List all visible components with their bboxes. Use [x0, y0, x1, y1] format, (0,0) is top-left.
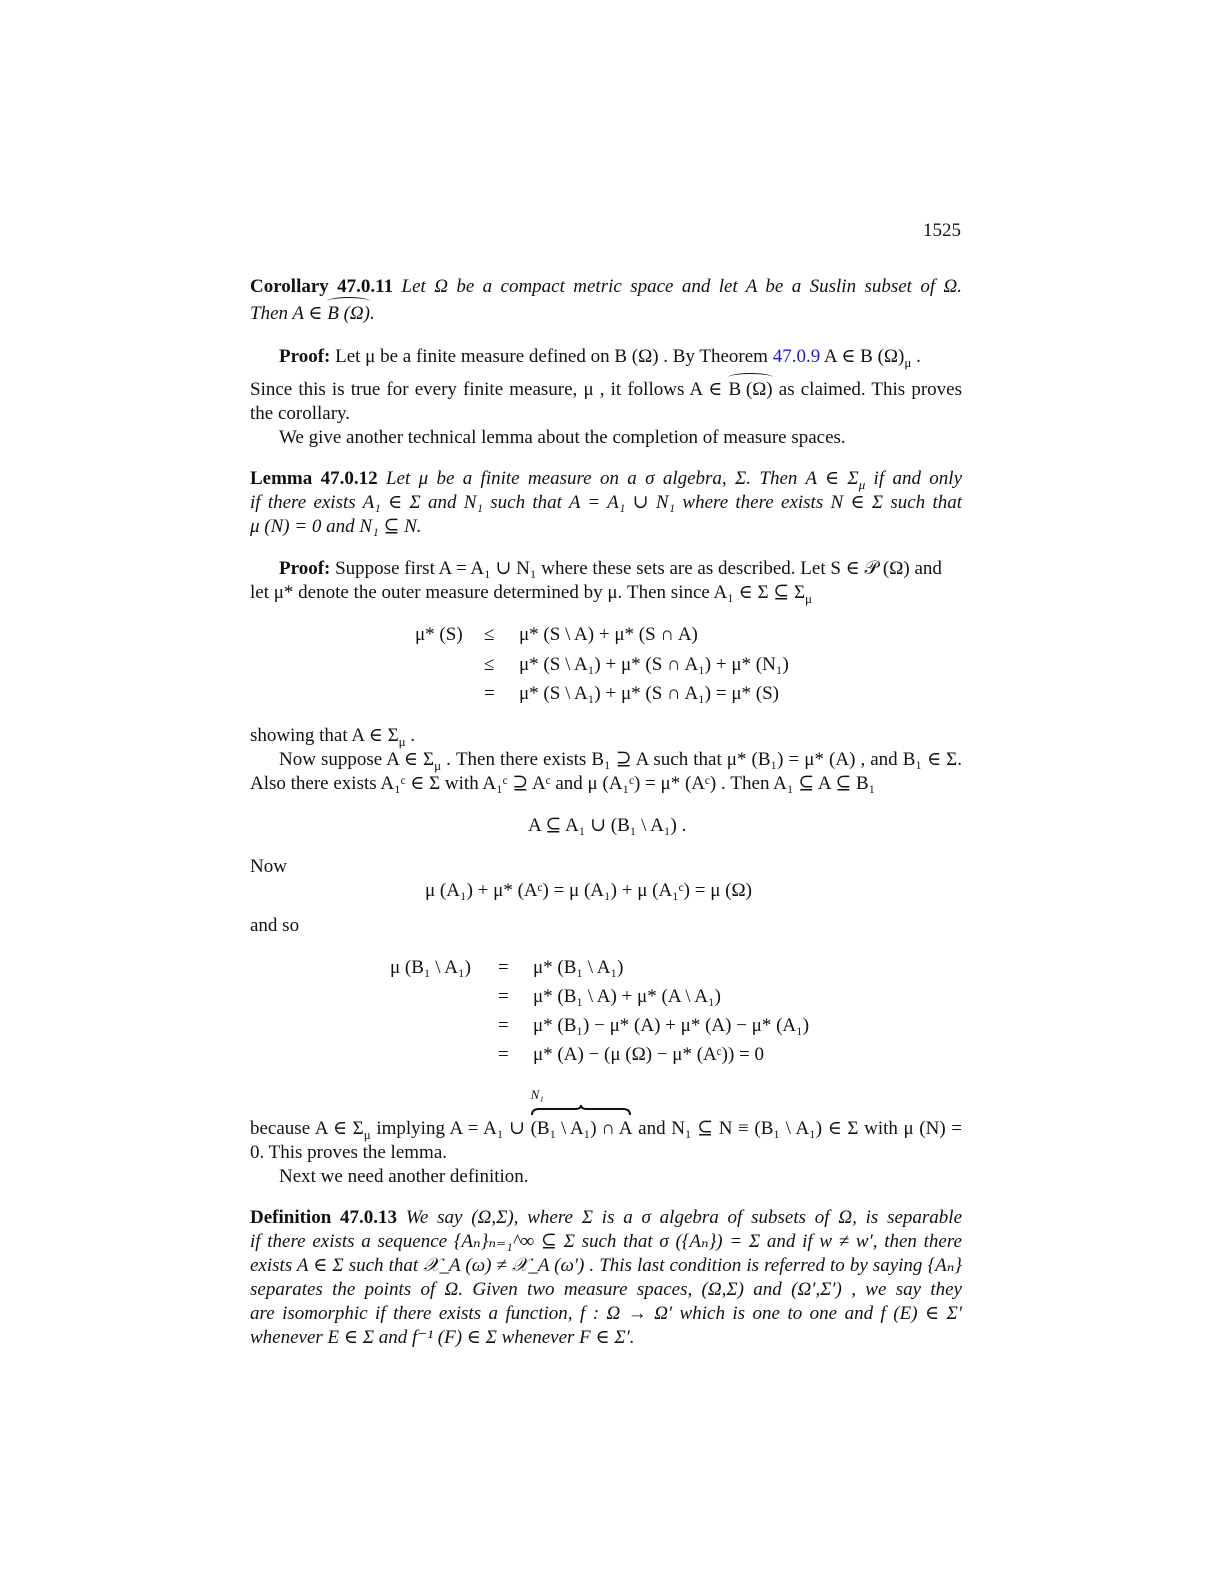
corollary-label: Corollary 47.0.11: [250, 276, 394, 297]
proof2-text: implying A = A₁ ∪: [370, 1118, 531, 1139]
definition-line-2: if there exists a sequence {Aₙ}ₙ₌₁^∞ ⊆ Σ such that σ ({Aₙ}) = Σ and if w ≠ w′, then there: [250, 1231, 962, 1252]
subscript: μ: [363, 1126, 371, 1142]
eqn1-lhs: μ* (S): [415, 624, 463, 645]
proof1-text: A ∈ B (Ω): [820, 346, 905, 367]
proof2-text: and N₁ ⊆ N ≡ (B₁ \ A₁) ∈ Σ with μ (N) =: [632, 1118, 963, 1139]
definition-line-6: whenever E ∈ Σ and f⁻¹ (F) ∈ Σ whenever F ∈ Σ′.: [250, 1327, 635, 1348]
definition-line-4: separates the points of Ω. Given two measure spaces, (Ω,Σ) and (Ω′,Σ′) , we say they: [250, 1279, 962, 1300]
corollary-text: .: [369, 303, 375, 324]
now-word: Now: [250, 856, 287, 877]
proof1-line-4: We give another technical lemma about the completion of measure spaces.: [279, 427, 846, 448]
eqn4-rhs: μ* (B₁) − μ* (A) + μ* (A) − μ* (A₁): [533, 1015, 810, 1036]
definition-text: We say (Ω,Σ), where Σ is a σ algebra of subsets of Ω, is separable: [405, 1207, 962, 1228]
definition-line-1: [250, 1207, 962, 1229]
proof2-text: showing that A ∈ Σ: [250, 725, 399, 746]
eqn1-rhs: μ* (S \ A) + μ* (S ∩ A): [519, 624, 698, 645]
next-line: Next we need another definition.: [279, 1166, 529, 1187]
subscript: μ: [434, 757, 442, 773]
definition-line-5: are isomorphic if there exists a function, f : Ω → Ω′ which is one to one and f (E) ∈ Σ′: [250, 1303, 962, 1324]
definition-label: Definition 47.0.13: [250, 1207, 398, 1228]
eqn4-rhs: μ* (B₁ \ A) + μ* (A \ A₁): [533, 986, 721, 1007]
proof2-end-line: 0. This proves the lemma.: [250, 1142, 448, 1163]
completion-hat: B (Ω): [327, 303, 370, 324]
braced-expression: (B₁ \ A₁) ∩ A: [530, 1118, 633, 1139]
overbrace-label: N₁: [530, 1087, 544, 1102]
subscript: μ: [904, 354, 912, 370]
proof-label: Proof:: [279, 346, 331, 367]
subscript: μ: [805, 590, 812, 606]
eqn4-lhs: μ (B₁ \ A₁): [390, 957, 471, 978]
proof2-text: .: [405, 725, 416, 746]
proof1-text: as claimed. This proves: [772, 379, 962, 400]
proof2-line-1: [279, 558, 942, 580]
proof2-line-2: [250, 582, 812, 604]
proof1-line-3: the corollary.: [250, 403, 351, 424]
page-number: 1525: [923, 220, 961, 241]
eqn4-rhs: μ* (A) − (μ (Ω) − μ* (Aᶜ)) = 0: [533, 1044, 764, 1065]
lemma-line-1: [250, 468, 962, 490]
lemma-line-3: μ (N) = 0 and N₁ ⊆ N.: [250, 516, 422, 537]
lemma-text: if and only: [865, 468, 962, 489]
lemma-label: Lemma 47.0.12: [250, 468, 378, 489]
corollary-line-1: [250, 276, 962, 298]
theorem-link[interactable]: 47.0.9: [772, 346, 821, 367]
eqn1-rhs: μ* (S \ A₁) + μ* (S ∩ A₁) = μ* (S): [519, 683, 779, 704]
subscript: μ: [858, 476, 866, 492]
eqn1-rel: =: [484, 683, 495, 704]
proof2-text: because A ∈ Σ: [250, 1118, 364, 1139]
corollary-text: Let Ω be a compact metric space and let A be a Suslin subset of Ω.: [401, 276, 962, 297]
proof2-text: let μ* denote the outer measure determined by μ. Then since A₁ ∈ Σ ⊆ Σ: [250, 582, 805, 603]
and-so: and so: [250, 915, 300, 936]
eqn4-rel: =: [498, 957, 509, 978]
proof1-line-1: [279, 346, 921, 368]
proof-label: Proof:: [279, 558, 331, 579]
equation-3: μ (A₁) + μ* (Aᶜ) = μ (A₁) + μ (A₁ᶜ) = μ (Ω): [425, 880, 752, 901]
showing-line: [250, 725, 415, 747]
eqn4-rel: =: [498, 1015, 509, 1036]
corollary-line-2: [250, 303, 375, 325]
subscript: μ: [398, 733, 406, 749]
proof2-text: . Then there exists B₁ ⊇ A such that μ* (B₁) = μ* (A) , and B₁ ∈ Σ.: [441, 749, 962, 770]
overbrace-group: [530, 1087, 633, 1140]
lemma-line-2: if there exists A₁ ∈ Σ and N₁ such that A = A₁ ∪ N₁ where there exists N ∈ Σ such that: [250, 492, 962, 513]
now-suppose-line: [279, 749, 962, 771]
eqn4-rel: =: [498, 1044, 509, 1065]
eqn1-rel: ≤: [484, 624, 495, 645]
proof1-text: .: [911, 346, 921, 367]
proof1-text: Let μ be a finite measure defined on B (Ω) . By Theorem: [335, 346, 773, 367]
proof1-line-2: [250, 379, 962, 401]
eqn4-rhs: μ* (B₁ \ A₁): [533, 957, 624, 978]
also-line: Also there exists A₁ᶜ ∈ Σ with A₁ᶜ ⊇ Aᶜ and μ (A₁ᶜ) = μ* (Aᶜ) . Then A₁ ⊆ A ⊆ B₁: [250, 773, 876, 794]
lemma-text: Let μ be a finite measure on a σ algebra, Σ. Then A ∈ Σ: [385, 468, 859, 489]
definition-line-3: exists A ∈ Σ such that 𝒳_A (ω) ≠ 𝒳_A (ω′) . This last condition is referred to by saying {Aₙ}: [250, 1255, 962, 1276]
completion-hat: B (Ω): [728, 379, 773, 400]
eqn4-rel: =: [498, 986, 509, 1007]
because-line: [250, 1087, 963, 1142]
overbrace-icon: [531, 1104, 631, 1116]
equation-2: A ⊆ A₁ ∪ (B₁ \ A₁) .: [528, 815, 687, 836]
eqn1-rel: ≤: [484, 654, 495, 675]
proof2-text: Now suppose A ∈ Σ: [279, 749, 435, 770]
proof1-text: Since this is true for every finite measure, μ , it follows A ∈: [250, 379, 729, 400]
proof2-text: Suppose first A = A₁ ∪ N₁ where these sets are as described. Let S ∈ 𝒫 (Ω) and: [335, 558, 942, 579]
eqn1-rhs: μ* (S \ A₁) + μ* (S ∩ A₁) + μ* (N₁): [519, 654, 789, 675]
corollary-text: Then A ∈: [250, 303, 328, 324]
